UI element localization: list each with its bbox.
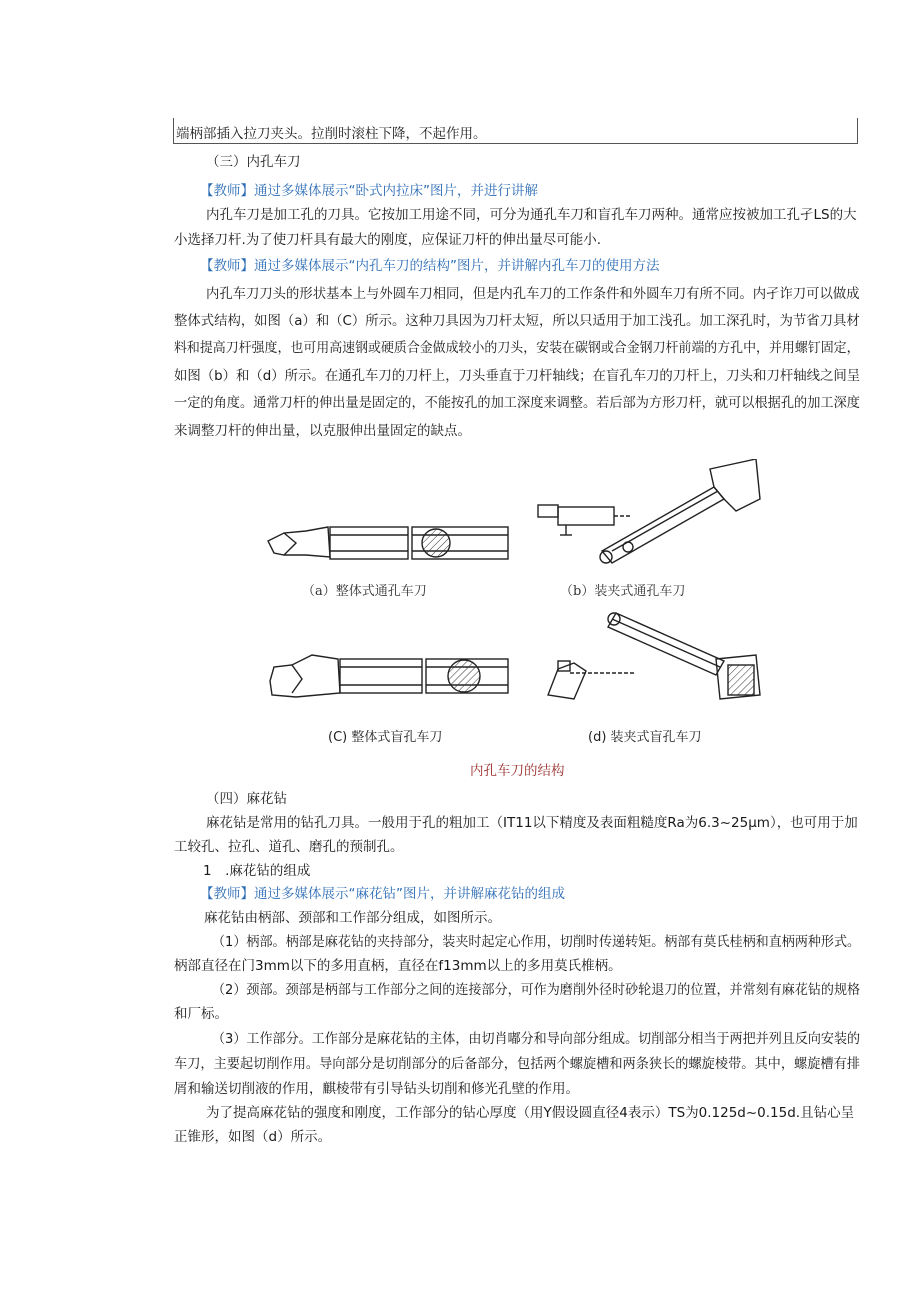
drill-para2: 麻花钻由柄部、颈部和工作部分组成，如图所示。 <box>204 910 501 926</box>
teacher-note-3: 【教师】通过多媒体展示“麻花钻”图片，并讲解麻花钻的组成 <box>200 886 565 902</box>
teacher-note-1: 【教师】通过多媒体展示“卧式内拉床”图片，并进行讲解 <box>200 183 538 199</box>
item2-line1: （2）颈部。颈部是柄部与工作部分之间的连接部分，可作为磨削外径时砂轮退刀的位置，并常刻有麻花钻的规格 <box>212 982 861 998</box>
section4-heading: （四）麻花钻 <box>206 791 287 807</box>
item3-line3: 屑和输送切削液的作用，麒棱带有引导钻头切削和修光孔壁的作用。 <box>174 1081 579 1097</box>
para2-line4: 如图（b）和（d）所示。在通孔车刀的刀杆上，刀头垂直于刀杆轴线；在盲孔车刀的刀杆上，刀头和刀杆轴线之间呈 <box>174 368 861 384</box>
item3-line2: 车刀，主要起切削作用。导向部分是切削部分的后备部分，包括两个螺旋槽和两条狭长的螺旋棱带。其中，螺旋槽有排 <box>174 1056 860 1072</box>
para2-line6: 来调整刀杆的伸出量，以克服伸出量固定的缺点。 <box>174 423 471 439</box>
para2-line1: 内孔车刀刀头的形状基本上与外圆车刀相同，但是内孔车刀的工作条件和外圆车刀有所不同。内孑诈刀可以做成 <box>206 286 860 302</box>
label-d: (d) 装夹式盲孔车刀 <box>588 730 702 745</box>
drill-para1-line2: 工较孔、拉孔、道孔、磨孔的预制孔。 <box>174 839 404 855</box>
item1-line2: 柄部直径在门3mm以下的多用直柄，直径在f13mm以上的多用莫氏椎柄。 <box>174 958 622 974</box>
item1-line1: （1）柄部。柄部是麻花钻的夹持部分，装夹时起定心作用，切削时传递转矩。柄部有莫氏桂柄和直柄两种形式。 <box>212 934 861 950</box>
drill-para1-line1: 麻花钻是常用的钻孔刀具。一般用于孔的粗加工（IT11以下精度及表面粗糙度Ra为6.3~25μm），也可用于加 <box>206 815 858 831</box>
section3-heading: （三）内孔车刀 <box>206 154 301 170</box>
drawing-a <box>268 527 508 559</box>
label-c: (C) 整体式盲孔车刀 <box>328 730 443 745</box>
drill-para3-line1: 为了提高麻花钻的强度和刚度，工作部分的钻心厚度（用Y假设圆直径4表示）TS为0.125d~0.15d.且钻心呈 <box>206 1105 855 1121</box>
para1-line2: 小选择刀杆.为了使刀杆具有最大的刚度，应保证刀杆的伸出量尽可能小. <box>174 232 602 248</box>
label-b: （b）装夹式通孔车刀 <box>560 584 686 599</box>
boring-tool-figure <box>266 459 761 709</box>
drawing-d <box>548 613 760 699</box>
para1-line1: 内孔车刀是加工孔的刀具。它按加工用途不同，可分为通孔车刀和盲孔车刀两种。通常应按被加工孔孑LS的大 <box>206 207 857 223</box>
drawing-c <box>270 655 508 697</box>
para2-line2: 整体式结构，如图（a）和（C）所示。这种刀具因为刀杆太短，所以只适用于加工浅孔。加工深孔时，为节省刀具材 <box>174 313 860 329</box>
item2-line2: 和厂标。 <box>174 1006 228 1022</box>
top-line: 端柄部插入拉刀夹头。拉削时滚柱下降，不起作用。 <box>176 126 487 142</box>
drill-subheading-1: 1 .麻花钻的组成 <box>203 863 311 879</box>
drill-para3-line2: 正锥形，如图（d）所示。 <box>174 1129 332 1145</box>
para2-line3: 料和提高刀杆强度，也可用高速钢或硬质合金做成较小的刀头，安装在碳钢或合金钢刀杆前端的方孔中，并用螺钉固定， <box>174 340 860 356</box>
para2-line5: 一定的角度。通常刀杆的伸出量是固定的，不能按孔的加工深度来调整。若后部为方形刀杆，就可以根据孔的加工深度 <box>174 395 860 411</box>
label-a: （a）整体式通孔车刀 <box>302 584 427 599</box>
figure-caption: 内孔车刀的结构 <box>470 763 565 779</box>
teacher-note-2: 【教师】通过多媒体展示“内孔车刀的结构”图片，并讲解内孔车刀的使用方法 <box>200 258 660 274</box>
item3-line1: （3）工作部分。工作部分是麻花钻的主体，由切肖嘟分和导向部分组成。切削部分相当于两把并列且反向安装的 <box>212 1031 861 1047</box>
drawing-b <box>538 459 760 563</box>
